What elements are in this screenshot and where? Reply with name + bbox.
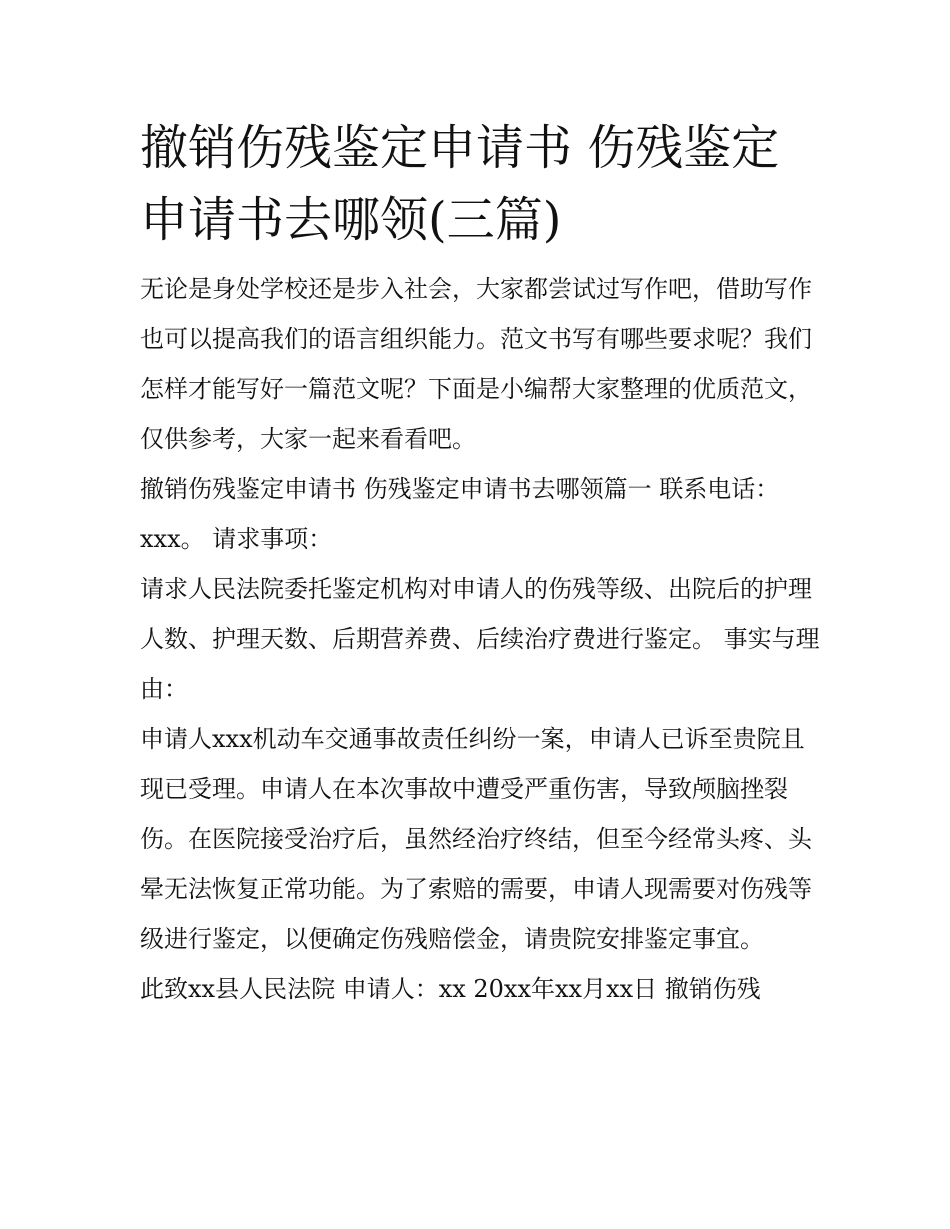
paragraph-intro: 无论是身处学校还是步入社会，大家都尝试过写作吧，借助写作也可以提高我们的语言组织能力。范文书写有哪些要求呢？我们怎样才能写好一篇范文呢？下面是小编帮大家整理的优质范文，仅供参考，大家一起来看看吧。 (140, 275, 812, 453)
paragraph-facts: 申请人xxx机动车交通事故责任纠纷一案，申请人已诉至贵院且现已受理。申请人在本次事故中遭受严重伤害，导致颅脑挫裂伤。在医院接受治疗后，虽然经治疗终结，但至今经常头疼、头晕无法恢复正常功能。为了索赔的需要，申请人现需要对伤残等级进行鉴定，以便确定伤残赔偿金，请贵院安排鉴定事宜。 (140, 725, 812, 953)
document-title: 撤销伤残鉴定申请书 伤残鉴定申请书去哪领(三篇) (140, 120, 780, 248)
document-body (140, 112, 820, 1014)
paragraph-contact: 撤销伤残鉴定申请书 伤残鉴定申请书去哪领篇一 联系电话：xxx。 请求事项： (140, 475, 780, 553)
paragraph-request: 请求人民法院委托鉴定机构对申请人的伤残等级、出院后的护理人数、护理天数、后期营养费、后续治疗费进行鉴定。 事实与理由： (140, 575, 820, 703)
paragraph-closing: 此致xx县人民法院 申请人：xx 20xx年xx月xx日 撤销伤残 (140, 975, 761, 1003)
